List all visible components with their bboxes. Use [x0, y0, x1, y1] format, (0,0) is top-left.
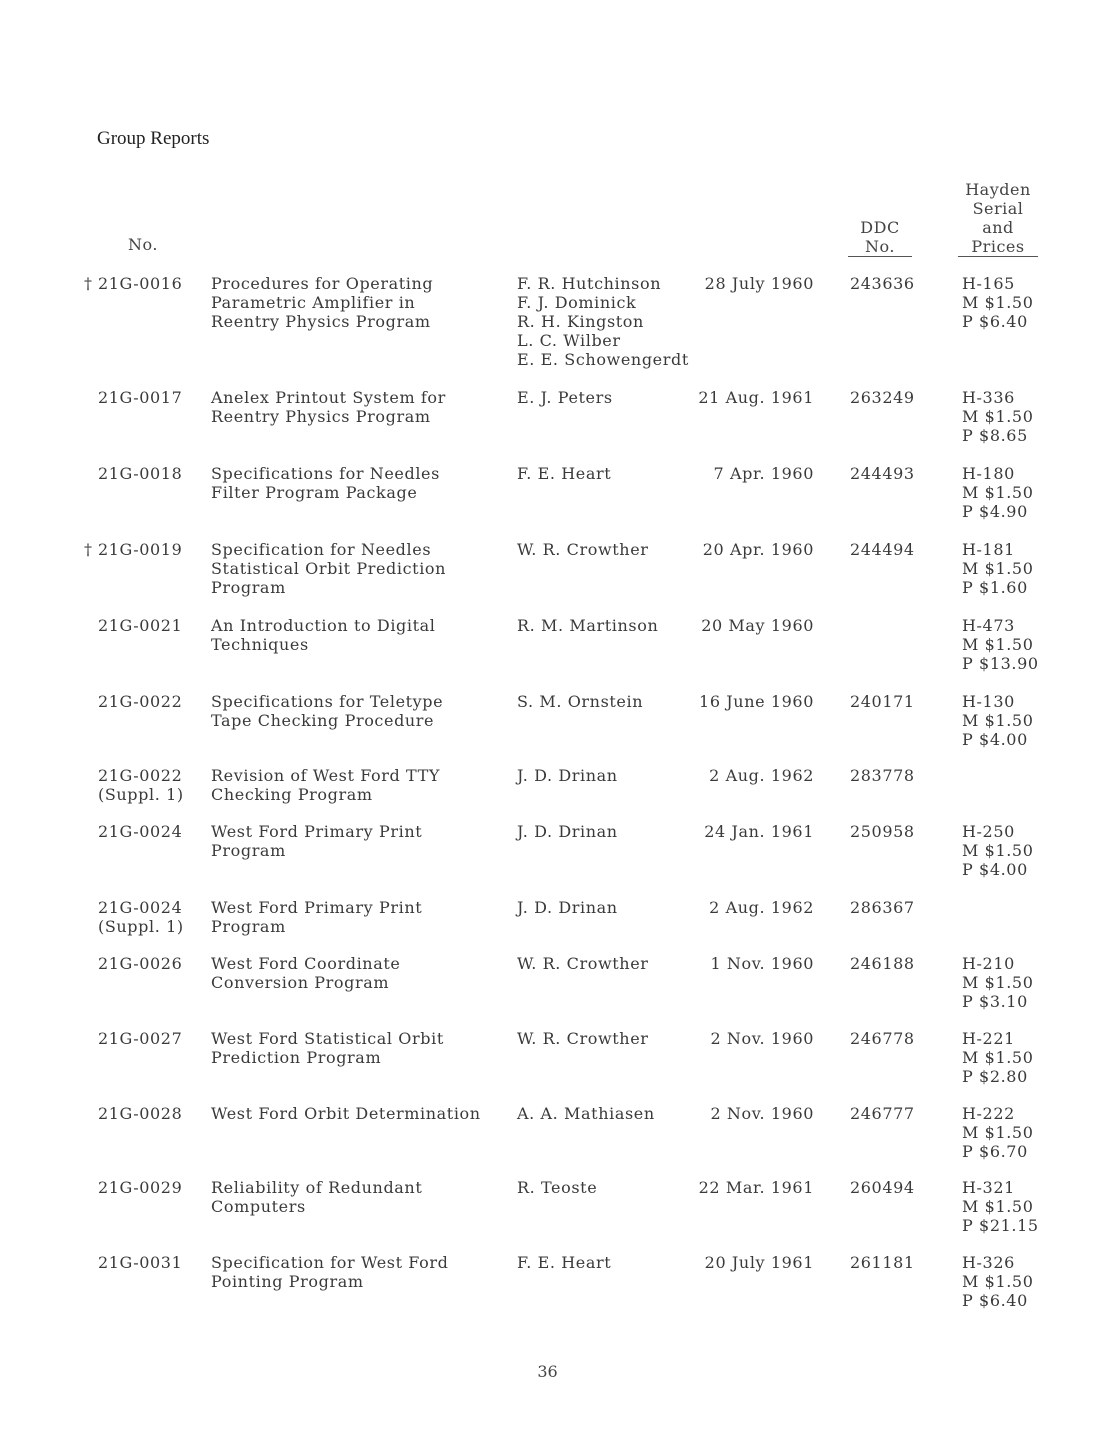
hayden-prices-line: P $6.40 — [962, 1291, 1028, 1310]
report-authors — [517, 1029, 649, 1048]
column-header-hayden-line: Hayden — [965, 180, 1031, 199]
hayden-prices — [962, 1104, 1033, 1161]
report-date: 24 Jan. 1961 — [704, 822, 814, 841]
report-title — [211, 274, 433, 331]
report-title-line: Statistical Orbit Prediction — [211, 559, 447, 578]
report-authors — [517, 954, 649, 973]
hayden-prices — [962, 274, 1033, 331]
report-title-line: Revision of West Ford TTY — [211, 766, 441, 785]
report-authors — [517, 388, 613, 407]
report-number-line: 21G-0026 — [98, 954, 183, 973]
report-date: 2 Aug. 1962 — [709, 766, 814, 785]
ddc-number: 263249 — [850, 388, 915, 407]
hayden-prices-line: M $1.50 — [962, 483, 1034, 502]
report-date: 2 Nov. 1960 — [710, 1104, 814, 1123]
report-number — [98, 954, 182, 973]
hayden-prices-line: M $1.50 — [962, 407, 1034, 426]
hayden-prices-line: H-473 — [962, 616, 1015, 635]
report-number — [98, 766, 184, 804]
report-title-line: Specification for West Ford — [211, 1253, 449, 1272]
report-authors-line: J. D. Drinan — [517, 822, 618, 841]
hayden-prices — [962, 1253, 1033, 1310]
column-header-ddc-line: No. — [848, 237, 912, 257]
report-number-line: 21G-0028 — [98, 1104, 183, 1123]
report-number-line: 21G-0024 — [98, 822, 183, 841]
hayden-prices-line: H-130 — [962, 692, 1015, 711]
hayden-prices — [962, 540, 1033, 597]
hayden-prices — [962, 1178, 1039, 1235]
report-title-line: Prediction Program — [211, 1048, 382, 1067]
hayden-prices-line: M $1.50 — [962, 711, 1034, 730]
report-title-line: Specifications for Needles — [211, 464, 440, 483]
report-title-line: Checking Program — [211, 785, 373, 804]
report-number — [98, 540, 182, 559]
report-title — [211, 1029, 444, 1067]
ddc-number: 261181 — [850, 1253, 915, 1272]
report-number — [98, 1029, 182, 1048]
report-title — [211, 822, 422, 860]
report-title-line: Conversion Program — [211, 973, 390, 992]
column-header-hayden-line: and — [982, 218, 1014, 237]
report-authors-line: W. R. Crowther — [517, 1029, 649, 1048]
report-number — [98, 898, 184, 936]
dagger-mark: † — [84, 274, 93, 293]
report-number — [98, 1253, 182, 1272]
report-title-line: West Ford Primary Print — [211, 898, 423, 917]
hayden-prices-line: H-180 — [962, 464, 1015, 483]
report-number — [98, 1178, 182, 1197]
report-title-line: Procedures for Operating — [211, 274, 434, 293]
hayden-prices-line: H-221 — [962, 1029, 1015, 1048]
ddc-number: 260494 — [850, 1178, 915, 1197]
hayden-prices-line: M $1.50 — [962, 1048, 1034, 1067]
report-authors-line: W. R. Crowther — [517, 954, 649, 973]
report-date: 16 June 1960 — [699, 692, 814, 711]
report-authors — [517, 766, 618, 785]
hayden-prices-line: P $4.90 — [962, 502, 1028, 521]
report-authors-line: F. E. Heart — [517, 464, 612, 483]
hayden-prices-line: M $1.50 — [962, 1272, 1034, 1291]
report-date: 2 Nov. 1960 — [710, 1029, 814, 1048]
report-authors-line: F. J. Dominick — [517, 293, 637, 312]
report-date: 7 Apr. 1960 — [713, 464, 814, 483]
report-title-line: Pointing Program — [211, 1272, 364, 1291]
column-header-hayden-line: Serial — [972, 199, 1024, 218]
report-title — [211, 388, 446, 426]
report-title-line: Reentry Physics Program — [211, 312, 431, 331]
report-title-line: Filter Program Package — [211, 483, 418, 502]
report-number-line: (Suppl. 1) — [98, 917, 184, 936]
ddc-number: 286367 — [850, 898, 915, 917]
report-title-line: Parametric Amplifier in — [211, 293, 416, 312]
report-title-line: West Ford Primary Print — [211, 822, 423, 841]
report-title-line: Program — [211, 578, 286, 597]
report-number — [98, 464, 182, 483]
report-authors-line: E. J. Peters — [517, 388, 613, 407]
hayden-prices-line: M $1.50 — [962, 293, 1034, 312]
report-number-line: 21G-0022 — [98, 692, 183, 711]
hayden-prices — [962, 388, 1033, 445]
hayden-prices-line: M $1.50 — [962, 1123, 1034, 1142]
hayden-prices — [962, 464, 1033, 521]
hayden-prices-line: H-321 — [962, 1178, 1015, 1197]
report-title-line: Specifications for Teletype — [211, 692, 444, 711]
report-authors-line: E. E. Schowengerdt — [517, 350, 689, 369]
ddc-number: 246778 — [850, 1029, 915, 1048]
report-title — [211, 1104, 481, 1123]
report-title-line: Program — [211, 917, 286, 936]
report-number-line: 21G-0021 — [98, 616, 183, 635]
report-date: 20 Apr. 1960 — [702, 540, 814, 559]
report-number — [98, 616, 182, 635]
report-number — [98, 274, 182, 293]
report-number-line: 21G-0031 — [98, 1253, 183, 1272]
report-authors-line: L. C. Wilber — [517, 331, 621, 350]
report-authors — [517, 540, 649, 559]
report-title — [211, 540, 446, 597]
report-number-line: 21G-0024 — [98, 898, 183, 917]
column-header-hayden-line: Prices — [958, 237, 1038, 257]
report-authors-line: F. R. Hutchinson — [517, 274, 662, 293]
report-number-line: 21G-0017 — [98, 388, 183, 407]
report-title-line: West Ford Orbit Determination — [211, 1104, 481, 1123]
report-number — [98, 1104, 182, 1123]
report-title-line: Reentry Physics Program — [211, 407, 431, 426]
ddc-number: 244494 — [850, 540, 915, 559]
report-authors — [517, 692, 643, 711]
hayden-prices-line: P $4.00 — [962, 860, 1028, 879]
report-number-line: 21G-0027 — [98, 1029, 183, 1048]
report-date: 28 July 1960 — [704, 274, 814, 293]
report-title — [211, 1253, 448, 1291]
report-number — [98, 388, 182, 407]
ddc-number: 246188 — [850, 954, 915, 973]
report-authors — [517, 616, 658, 635]
report-authors-line: F. E. Heart — [517, 1253, 612, 1272]
report-title — [211, 692, 443, 730]
hayden-prices-line: H-210 — [962, 954, 1015, 973]
hayden-prices-line: P $2.80 — [962, 1067, 1028, 1086]
report-date: 1 Nov. 1960 — [710, 954, 814, 973]
section-title: Group Reports — [97, 128, 210, 149]
report-title — [211, 954, 400, 992]
hayden-prices-line: H-165 — [962, 274, 1015, 293]
report-authors-line: R. Teoste — [517, 1178, 598, 1197]
hayden-prices-line: M $1.50 — [962, 559, 1034, 578]
report-date: 2 Aug. 1962 — [709, 898, 814, 917]
hayden-prices — [962, 1029, 1033, 1086]
report-date: 21 Aug. 1961 — [698, 388, 814, 407]
page-number: 36 — [537, 1362, 558, 1381]
hayden-prices-line: P $1.60 — [962, 578, 1028, 597]
report-title-line: An Introduction to Digital — [211, 616, 436, 635]
hayden-prices-line: H-250 — [962, 822, 1015, 841]
report-title — [211, 898, 422, 936]
report-number — [98, 692, 182, 711]
hayden-prices-line: M $1.50 — [962, 1197, 1034, 1216]
hayden-prices-line: M $1.50 — [962, 635, 1034, 654]
report-number-line: 21G-0018 — [98, 464, 183, 483]
ddc-number: 243636 — [850, 274, 915, 293]
hayden-prices-line: P $4.00 — [962, 730, 1028, 749]
report-number — [98, 822, 182, 841]
hayden-prices-line: P $8.65 — [962, 426, 1028, 445]
ddc-number: 240171 — [850, 692, 915, 711]
hayden-prices-line: P $21.15 — [962, 1216, 1039, 1235]
report-title-line: Specification for Needles — [211, 540, 432, 559]
report-date: 20 May 1960 — [701, 616, 814, 635]
column-header-no-label: No. — [128, 235, 158, 254]
hayden-prices-line: H-326 — [962, 1253, 1015, 1272]
report-authors-line: S. M. Ornstein — [517, 692, 644, 711]
hayden-prices-line: M $1.50 — [962, 841, 1034, 860]
report-authors — [517, 1178, 597, 1197]
ddc-number: 283778 — [850, 766, 915, 785]
hayden-prices — [962, 954, 1033, 1011]
hayden-prices-line: H-222 — [962, 1104, 1015, 1123]
hayden-prices — [962, 692, 1033, 749]
hayden-prices-line: M $1.50 — [962, 973, 1034, 992]
hayden-prices-line: P $6.70 — [962, 1142, 1028, 1161]
report-title-line: Tape Checking Procedure — [211, 711, 435, 730]
report-date: 22 Mar. 1961 — [698, 1178, 814, 1197]
hayden-prices-line: H-181 — [962, 540, 1015, 559]
report-title — [211, 1178, 422, 1216]
report-authors-line: R. M. Martinson — [517, 616, 659, 635]
report-number-line: 21G-0016 — [98, 274, 183, 293]
report-title — [211, 464, 440, 502]
report-number-line: (Suppl. 1) — [98, 785, 184, 804]
report-title-line: Reliability of Redundant — [211, 1178, 423, 1197]
report-authors-line: J. D. Drinan — [517, 766, 618, 785]
ddc-number: 244493 — [850, 464, 915, 483]
hayden-prices — [962, 616, 1039, 673]
ddc-number: 246777 — [850, 1104, 915, 1123]
hayden-prices-line: P $6.40 — [962, 312, 1028, 331]
report-authors — [517, 464, 611, 483]
report-number-line: 21G-0019 — [98, 540, 183, 559]
report-title-line: West Ford Coordinate — [211, 954, 401, 973]
report-authors-line: W. R. Crowther — [517, 540, 649, 559]
report-authors — [517, 822, 618, 841]
report-title-line: Computers — [211, 1197, 306, 1216]
dagger-mark: † — [84, 540, 93, 559]
hayden-prices-line: H-336 — [962, 388, 1015, 407]
column-header-ddc-line: DDC — [860, 218, 900, 237]
report-authors — [517, 274, 689, 369]
report-authors — [517, 1253, 611, 1272]
report-authors-line: J. D. Drinan — [517, 898, 618, 917]
report-title — [211, 766, 440, 804]
hayden-prices-line: P $3.10 — [962, 992, 1028, 1011]
hayden-prices-line: P $13.90 — [962, 654, 1039, 673]
report-number-line: 21G-0029 — [98, 1178, 183, 1197]
report-authors — [517, 898, 618, 917]
report-number-line: 21G-0022 — [98, 766, 183, 785]
report-authors — [517, 1104, 655, 1123]
hayden-prices — [962, 822, 1033, 879]
report-title-line: Techniques — [211, 635, 309, 654]
report-title — [211, 616, 436, 654]
report-title-line: Anelex Printout System for — [211, 388, 446, 407]
report-title-line: West Ford Statistical Orbit — [211, 1029, 444, 1048]
ddc-number: 250958 — [850, 822, 915, 841]
report-title-line: Program — [211, 841, 286, 860]
report-authors-line: R. H. Kingston — [517, 312, 644, 331]
report-authors-line: A. A. Mathiasen — [517, 1104, 655, 1123]
report-date: 20 July 1961 — [704, 1253, 814, 1272]
